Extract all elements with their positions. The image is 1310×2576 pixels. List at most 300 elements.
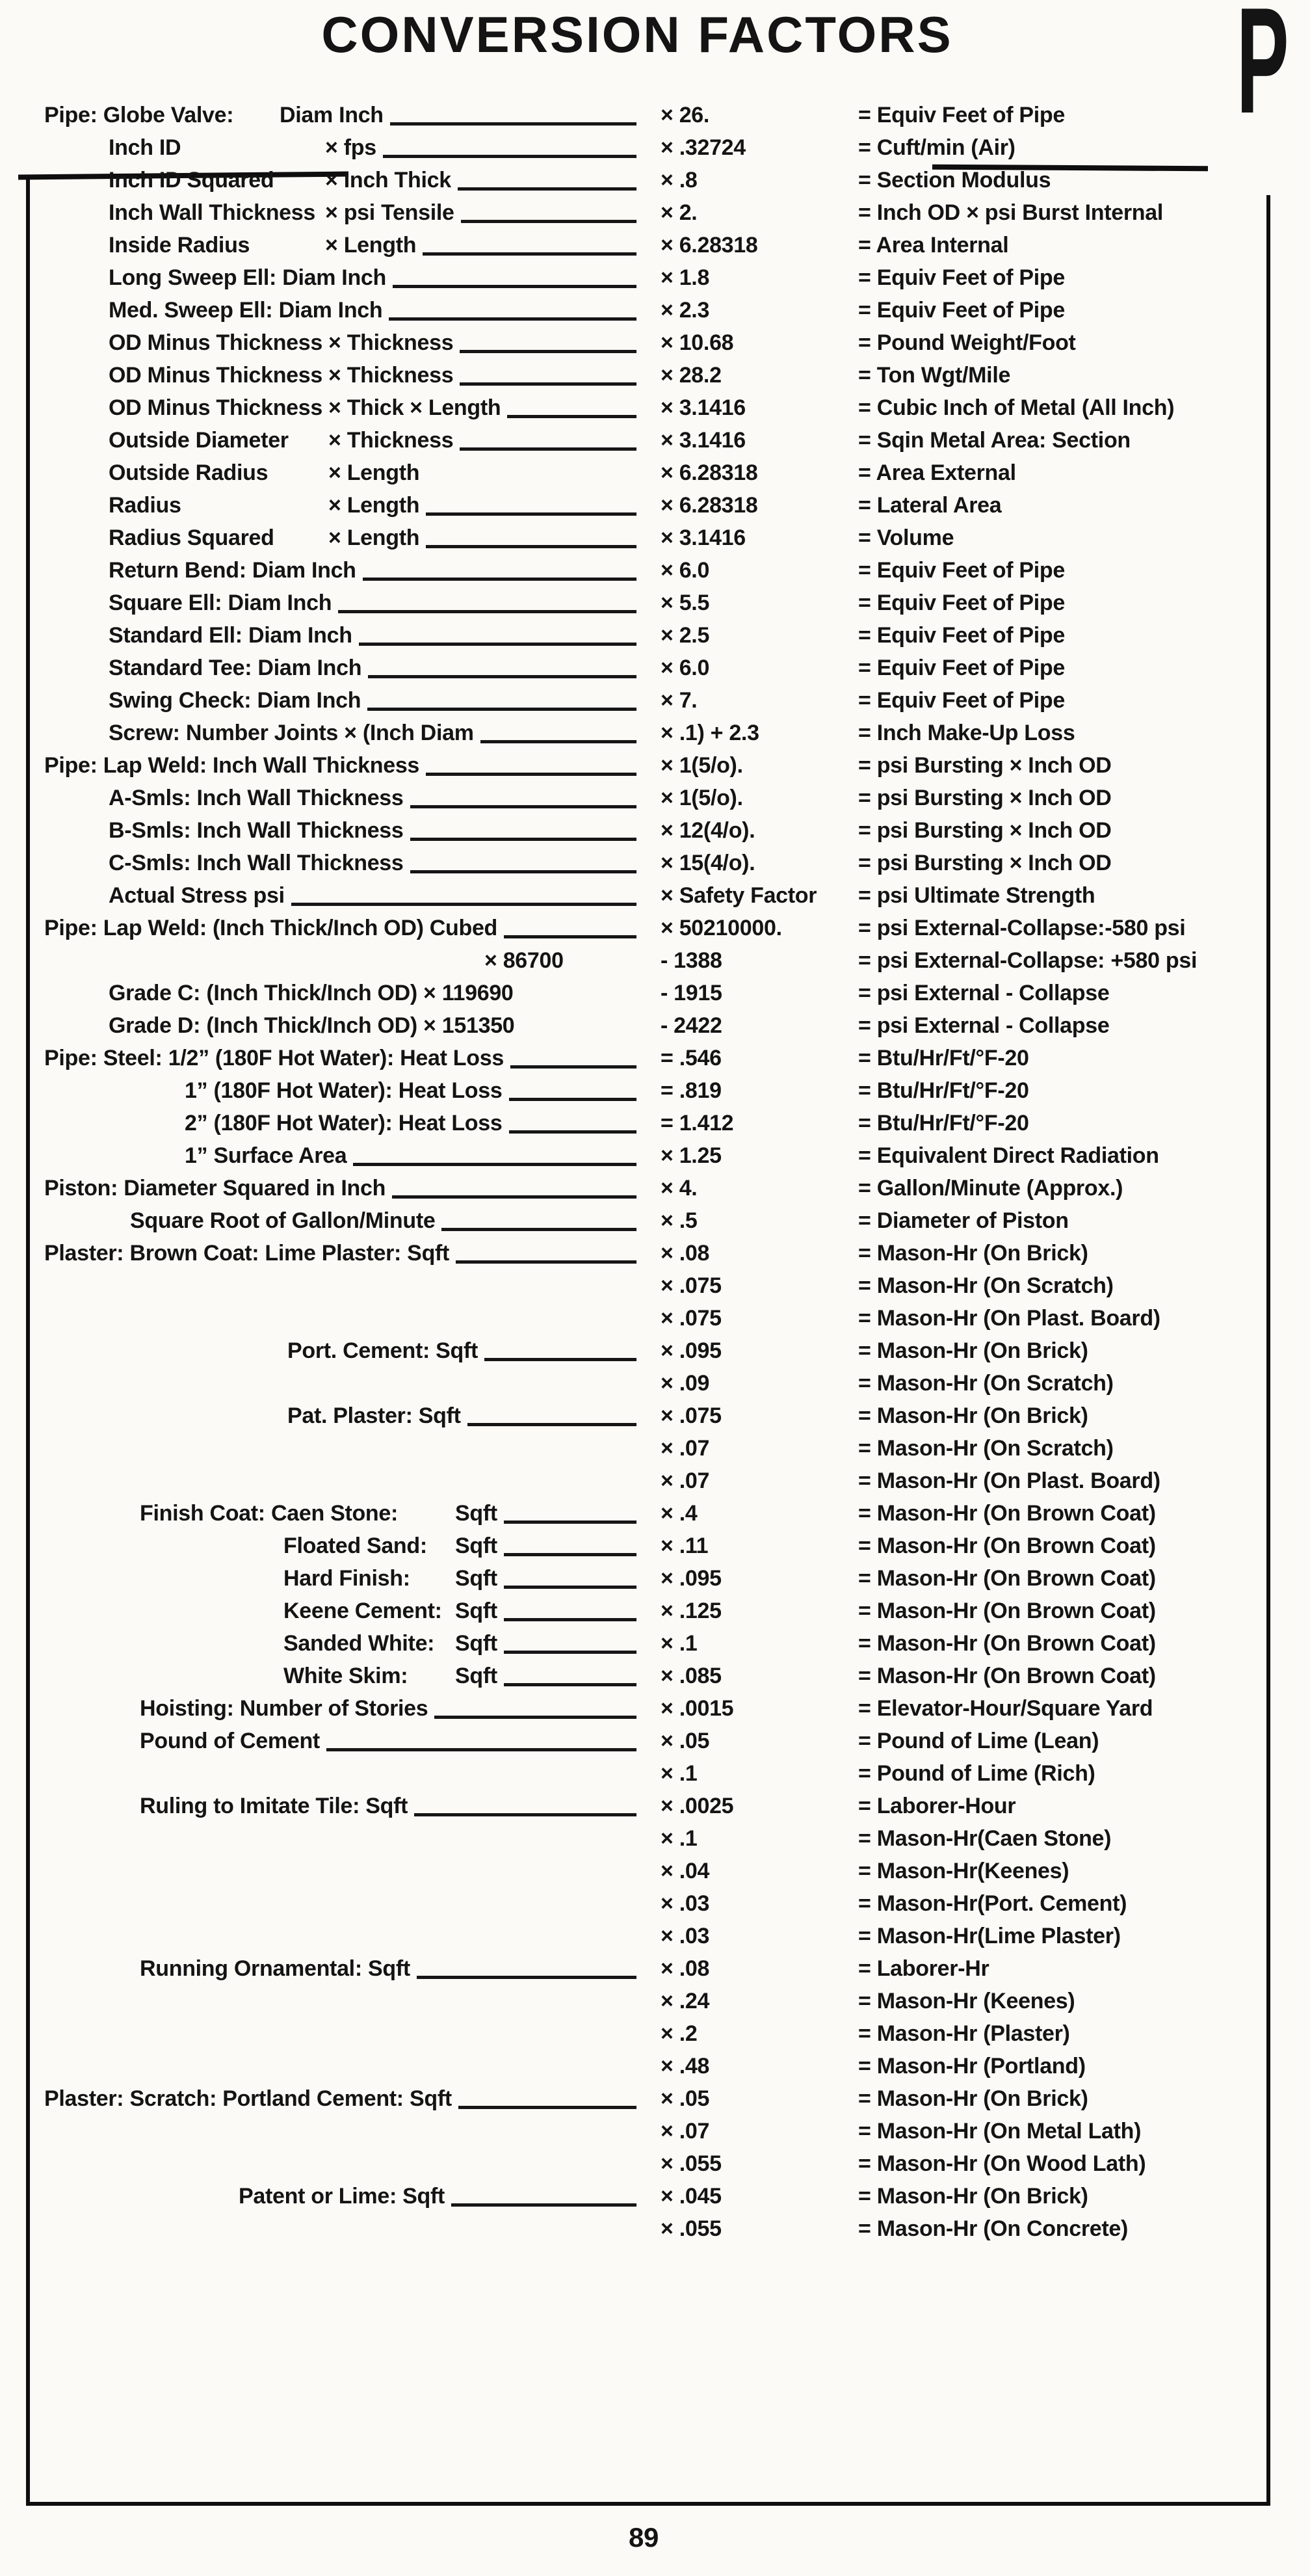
row-label-group (140, 1497, 647, 1530)
factor-value: × .11 (661, 1534, 709, 1558)
row-label: Screw: Number Joints × (Inch Diam (109, 721, 474, 745)
table-row (0, 99, 1310, 131)
row-label-group (109, 652, 647, 684)
factor-value: × 3.1416 (661, 428, 746, 453)
row-label-group (109, 196, 647, 229)
row-label-group (109, 1009, 647, 1042)
row-label-group (109, 392, 647, 424)
leader-line (504, 1520, 636, 1524)
leader-line (417, 1976, 636, 1979)
row-label: Grade D: (Inch Thick/Inch OD) × 151350 (109, 1013, 515, 1038)
result-value: = Laborer-Hr (858, 1956, 989, 1981)
factor-value: × .075 (661, 1306, 722, 1331)
factor-value: × .8 (661, 168, 698, 193)
result-value: = psi Bursting × Inch OD (858, 786, 1112, 810)
row-label: Med. Sweep Ell: Diam Inch (109, 298, 383, 323)
table-row (0, 359, 1310, 392)
table-row (0, 684, 1310, 717)
factor-value: × .04 (661, 1859, 710, 1883)
section-letter-tab: P (1237, 0, 1289, 145)
factor-value: × .095 (661, 1338, 722, 1363)
leader-line (458, 187, 636, 191)
row-label-group (109, 229, 647, 261)
table-row (0, 977, 1310, 1009)
row-label-group (44, 1237, 647, 1269)
result-value: = Ton Wgt/Mile (858, 363, 1011, 388)
table-row (0, 1139, 1310, 1172)
result-value: = Mason-Hr (On Brick) (858, 1241, 1088, 1266)
result-value: = psi External - Collapse (858, 1013, 1110, 1038)
row-sublabel: Sqft (455, 1631, 497, 1656)
result-value: = Mason-Hr (On Brown Coat) (858, 1631, 1156, 1656)
factor-value: × .07 (661, 1468, 710, 1493)
table-row (0, 294, 1310, 326)
result-value: = Mason-Hr (Plaster) (858, 2021, 1070, 2046)
factor-value: × .045 (661, 2184, 722, 2209)
row-label: OD Minus Thickness (109, 395, 323, 420)
row-label: Return Bend: Diam Inch (109, 558, 356, 583)
row-sublabel: Sqft (455, 1534, 497, 1558)
table-row (0, 326, 1310, 359)
row-label: OD Minus Thickness (109, 330, 323, 355)
factor-value: × .075 (661, 1403, 722, 1428)
leader-line (368, 675, 636, 678)
table-row (0, 1822, 1310, 1855)
factor-value: × 6.28318 (661, 460, 758, 485)
table-row (0, 2115, 1310, 2147)
factor-value: × 2.3 (661, 298, 710, 323)
table-row (0, 164, 1310, 196)
table-row (0, 1107, 1310, 1139)
row-sublabel: Sqft (455, 1501, 497, 1526)
factor-value: × .095 (661, 1566, 722, 1591)
factor-value: × .055 (661, 2151, 722, 2176)
row-label-group (140, 1790, 647, 1822)
factor-value: × .055 (661, 2216, 722, 2241)
result-value: = psi External-Collapse:-580 psi (858, 916, 1186, 940)
factor-value: × .4 (661, 1501, 698, 1526)
table-row (0, 1334, 1310, 1367)
row-label: × 86700 (484, 948, 564, 973)
factor-value: - 1388 (661, 948, 722, 973)
factor-value: × 1(5/o). (661, 786, 743, 810)
table-row (0, 1042, 1310, 1074)
result-value: = Mason-Hr (On Brown Coat) (858, 1664, 1156, 1688)
leader-line (392, 1195, 636, 1199)
table-row (0, 1497, 1310, 1530)
table-row (0, 587, 1310, 619)
table-row (0, 1074, 1310, 1107)
table-row (0, 1530, 1310, 1562)
result-value: = Btu/Hr/Ft/°F-20 (858, 1111, 1029, 1135)
table-row (0, 847, 1310, 879)
row-label: Pipe: Lap Weld: (Inch Thick/Inch OD) Cubed (44, 916, 498, 940)
result-value: = Mason-Hr (On Brown Coat) (858, 1566, 1156, 1591)
table-row (0, 1660, 1310, 1692)
row-label-group (287, 1400, 647, 1432)
row-sublabel: Diam Inch (280, 103, 384, 127)
row-label: Inch ID Squared (109, 168, 274, 193)
factor-value: × .0025 (661, 1794, 734, 1818)
table-row (0, 261, 1310, 294)
factor-value: × 12(4/o). (661, 818, 755, 843)
result-value: = Area Internal (858, 233, 1009, 258)
row-label: Hoisting: Number of Stories (140, 1696, 428, 1721)
result-value: = psi Bursting × Inch OD (858, 851, 1112, 875)
table-row (0, 1237, 1310, 1269)
factor-value: × 4. (661, 1176, 698, 1201)
result-value: = psi Bursting × Inch OD (858, 818, 1112, 843)
table-row (0, 1627, 1310, 1660)
table-row (0, 522, 1310, 554)
row-label: White Skim: (283, 1664, 408, 1688)
result-value: = Mason-Hr (On Wood Lath) (858, 2151, 1146, 2176)
table-row (0, 2017, 1310, 2050)
result-value: = Equivalent Direct Radiation (858, 1143, 1159, 1168)
result-value: = Section Modulus (858, 168, 1051, 193)
result-value: = Mason-Hr(Lime Plaster) (858, 1924, 1121, 1948)
leader-line (504, 1586, 636, 1589)
result-value: = Mason-Hr (On Plast. Board) (858, 1468, 1160, 1493)
row-sublabel: × psi Tensile (325, 200, 454, 225)
row-sublabel: Sqft (455, 1599, 497, 1623)
row-label: Hard Finish: (283, 1566, 410, 1591)
result-value: = Mason-Hr (On Concrete) (858, 2216, 1129, 2241)
result-value: = Btu/Hr/Ft/°F-20 (858, 1046, 1029, 1070)
row-sublabel: Sqft (455, 1566, 497, 1591)
table-row (0, 2147, 1310, 2180)
row-label-group (283, 1595, 647, 1627)
leader-line (426, 773, 636, 776)
row-label-group (109, 424, 647, 457)
leader-line (504, 1651, 636, 1654)
leader-line (460, 382, 636, 386)
factor-value: = .819 (661, 1078, 722, 1103)
page-title: CONVERSION FACTORS (321, 6, 953, 63)
table-row (0, 1269, 1310, 1302)
result-value: = Sqin Metal Area: Section (858, 428, 1131, 453)
result-value: = Pound of Lime (Rich) (858, 1761, 1095, 1786)
result-value: = Mason-Hr (Keenes) (858, 1989, 1075, 2013)
result-value: = Laborer-Hour (858, 1794, 1016, 1818)
row-label: 2” (180F Hot Water): Heat Loss (185, 1111, 503, 1135)
row-label-group (287, 1334, 647, 1367)
row-sublabel: × Thickness (328, 428, 454, 453)
factor-value: × 6.28318 (661, 493, 758, 518)
table-row (0, 1887, 1310, 1920)
result-value: = Equiv Feet of Pipe (858, 558, 1066, 583)
factor-value: × .5 (661, 1208, 698, 1233)
row-label-group (109, 164, 647, 196)
factor-value: × .32724 (661, 135, 746, 160)
row-label: Plaster: Brown Coat: Lime Plaster: Sqft (44, 1241, 450, 1266)
factor-value: × 3.1416 (661, 525, 746, 550)
factor-value: × Safety Factor (661, 883, 817, 908)
leader-line (367, 708, 636, 711)
result-value: = psi Ultimate Strength (858, 883, 1095, 908)
leader-line (467, 1423, 636, 1426)
result-value: = Equiv Feet of Pipe (858, 623, 1066, 648)
row-label: Swing Check: Diam Inch (109, 688, 361, 713)
factor-value: × 50210000. (661, 916, 782, 940)
factor-value: × .08 (661, 1956, 710, 1981)
leader-line (426, 545, 636, 548)
leader-line (504, 1618, 636, 1621)
factor-value: × .07 (661, 1436, 710, 1461)
leader-line (353, 1163, 636, 1166)
result-value: = Mason-Hr (On Brown Coat) (858, 1599, 1156, 1623)
factor-value: = .546 (661, 1046, 722, 1070)
row-label-group (109, 847, 647, 879)
result-value: = Elevator-Hour/Square Yard (858, 1696, 1153, 1721)
table-row (0, 1920, 1310, 1952)
factor-value: × .09 (661, 1371, 710, 1396)
table-row (0, 1302, 1310, 1334)
result-value: = psi External - Collapse (858, 981, 1110, 1005)
leader-line (460, 447, 636, 451)
table-row (0, 1692, 1310, 1725)
table-row (0, 717, 1310, 749)
row-sublabel: × Length (328, 493, 420, 518)
table-row (0, 392, 1310, 424)
row-label: Radius Squared (109, 525, 274, 550)
row-label-group (109, 326, 647, 359)
leader-line (363, 578, 636, 581)
table-row (0, 196, 1310, 229)
row-label: Pipe: Lap Weld: Inch Wall Thickness (44, 753, 420, 778)
row-label-group (109, 782, 647, 814)
row-label-group (283, 1530, 647, 1562)
result-value: = Pound of Lime (Lean) (858, 1729, 1099, 1753)
row-label-group (109, 684, 647, 717)
leader-line (480, 740, 636, 743)
row-label: Plaster: Scratch: Portland Cement: Sqft (44, 2086, 452, 2111)
factor-value: × .24 (661, 1989, 710, 2013)
table-row (0, 1952, 1310, 1985)
row-label: Sanded White: (283, 1631, 435, 1656)
row-label: Finish Coat: Caen Stone: (140, 1501, 399, 1526)
factor-value: × .05 (661, 2086, 710, 2111)
table-row (0, 1204, 1310, 1237)
leader-line (441, 1228, 636, 1231)
factor-value: × 26. (661, 103, 710, 127)
leader-line (451, 2203, 636, 2207)
factor-value: × 10.68 (661, 330, 734, 355)
leader-line (359, 643, 636, 646)
row-label: Pipe: Globe Valve: (44, 103, 234, 127)
leader-line (456, 1260, 636, 1264)
row-label-group (140, 1725, 647, 1757)
leader-line (510, 1065, 636, 1069)
row-label: C-Smls: Inch Wall Thickness (109, 851, 404, 875)
table-row (0, 652, 1310, 684)
row-label-group (140, 1952, 647, 1985)
table-row (0, 229, 1310, 261)
table-row (0, 1562, 1310, 1595)
table-row (0, 814, 1310, 847)
row-label-group (283, 1627, 647, 1660)
leader-line (383, 155, 636, 158)
result-value: = Equiv Feet of Pipe (858, 688, 1066, 713)
row-label-group (109, 587, 647, 619)
row-label-group (109, 489, 647, 522)
table-row (0, 1172, 1310, 1204)
factor-value: × .07 (661, 2119, 710, 2144)
row-label-group (44, 912, 647, 944)
leader-line (414, 1813, 636, 1816)
row-label: Outside Radius (109, 460, 269, 485)
factor-value: × 1(5/o). (661, 753, 743, 778)
leader-line (291, 903, 636, 906)
leader-line (410, 838, 636, 841)
result-value: = Pound Weight/Foot (858, 330, 1076, 355)
factor-value: × .05 (661, 1729, 710, 1753)
result-value: = Mason-Hr (On Brick) (858, 1403, 1088, 1428)
factor-value: × 2. (661, 200, 698, 225)
table-row (0, 1725, 1310, 1757)
row-sublabel: × Thickness (328, 363, 454, 388)
row-label-group (109, 814, 647, 847)
row-label: Long Sweep Ell: Diam Inch (109, 265, 386, 290)
row-label: Outside Diameter (109, 428, 289, 453)
row-label: Square Ell: Diam Inch (109, 591, 332, 615)
factor-value: × 6.0 (661, 558, 710, 583)
row-label: Actual Stress psi (109, 883, 285, 908)
factor-value: × .125 (661, 1599, 722, 1623)
factor-value: × .03 (661, 1891, 710, 1916)
row-label-group (109, 554, 647, 587)
leader-line (460, 350, 636, 353)
result-value: = Volume (858, 525, 954, 550)
row-label-group (185, 1107, 647, 1139)
table-row (0, 1790, 1310, 1822)
row-label: Grade C: (Inch Thick/Inch OD) × 119690 (109, 981, 514, 1005)
result-value: = Equiv Feet of Pipe (858, 265, 1066, 290)
row-label: B-Smls: Inch Wall Thickness (109, 818, 404, 843)
row-label-group (109, 359, 647, 392)
factor-value: × 15(4/o). (661, 851, 755, 875)
factor-value: × .0015 (661, 1696, 734, 1721)
row-sublabel: Sqft (455, 1664, 497, 1688)
table-row (0, 489, 1310, 522)
factor-value: × .1 (661, 1826, 698, 1851)
leader-line (410, 805, 636, 808)
row-label: Pipe: Steel: 1/2” (180F Hot Water): Heat Loss (44, 1046, 504, 1070)
leader-line (504, 1553, 636, 1556)
leader-line (389, 317, 636, 321)
factor-value: × 1.8 (661, 265, 710, 290)
row-label: Piston: Diameter Squared in Inch (44, 1176, 386, 1201)
factor-value: × .1 (661, 1761, 698, 1786)
table-row (0, 782, 1310, 814)
row-label-group (283, 1660, 647, 1692)
row-label-group (44, 99, 647, 131)
table-row (0, 1400, 1310, 1432)
row-label-group (109, 879, 647, 912)
result-value: = Mason-Hr (On Brick) (858, 2086, 1088, 2111)
factor-value: × .1) + 2.3 (661, 721, 759, 745)
leader-line (393, 285, 636, 288)
factor-value: × .08 (661, 1241, 710, 1266)
table-row (0, 1595, 1310, 1627)
factor-value: = 1.412 (661, 1111, 734, 1135)
table-row (0, 131, 1310, 164)
factor-value: × .48 (661, 2054, 710, 2078)
row-label: Running Ornamental: Sqft (140, 1956, 410, 1981)
factor-value: × .2 (661, 2021, 698, 2046)
row-label-group (109, 977, 647, 1009)
row-label-group (109, 294, 647, 326)
factor-value: × 28.2 (661, 363, 722, 388)
row-label-group (109, 619, 647, 652)
row-label: Floated Sand: (283, 1534, 427, 1558)
row-sublabel: × Inch Thick (325, 168, 451, 193)
factor-value: × 5.5 (661, 591, 710, 615)
result-value: = Equiv Feet of Pipe (858, 298, 1066, 323)
factor-value: × .075 (661, 1273, 722, 1298)
row-label: Standard Ell: Diam Inch (109, 623, 352, 648)
factor-value: × 1.25 (661, 1143, 722, 1168)
row-label-group (44, 749, 647, 782)
row-label: Pound of Cement (140, 1729, 320, 1753)
row-label-group (239, 2180, 647, 2212)
row-label: 1” Surface Area (185, 1143, 347, 1168)
table-row (0, 749, 1310, 782)
result-value: = Equiv Feet of Pipe (858, 656, 1066, 680)
row-label-group (44, 1042, 647, 1074)
row-label: Inch ID (109, 135, 181, 160)
result-value: = Area External (858, 460, 1016, 485)
row-label-group (283, 1562, 647, 1595)
row-label-group (140, 1692, 647, 1725)
leader-line (484, 1358, 636, 1361)
result-value: = Mason-Hr (On Brick) (858, 2184, 1088, 2209)
row-label-group (109, 457, 647, 489)
leader-line (390, 122, 636, 126)
factor-value: × .085 (661, 1664, 722, 1688)
result-value: = Mason-Hr (On Brick) (858, 1338, 1088, 1363)
leader-line (509, 1098, 637, 1101)
leader-line (507, 415, 636, 418)
table-row (0, 457, 1310, 489)
result-value: = Gallon/Minute (Approx.) (858, 1176, 1123, 1201)
row-label: Radius (109, 493, 181, 518)
table-row (0, 554, 1310, 587)
table-row (0, 1432, 1310, 1465)
result-value: = Btu/Hr/Ft/°F-20 (858, 1078, 1029, 1103)
result-value: = Lateral Area (858, 493, 1002, 518)
row-sublabel: × Length (328, 460, 420, 485)
factor-value: - 2422 (661, 1013, 722, 1038)
result-value: = Mason-Hr (On Metal Lath) (858, 2119, 1142, 2144)
table-row (0, 1009, 1310, 1042)
factor-value: × 6.0 (661, 656, 710, 680)
result-value: = Mason-Hr (On Brown Coat) (858, 1534, 1156, 1558)
result-value: = Mason-Hr(Port. Cement) (858, 1891, 1127, 1916)
result-value: = Inch Make-Up Loss (858, 721, 1075, 745)
table-row (0, 2212, 1310, 2245)
page-number: 89 (628, 2522, 659, 2553)
factor-value: × 3.1416 (661, 395, 746, 420)
table-row (0, 2180, 1310, 2212)
row-label-group (484, 944, 647, 977)
table-row (0, 879, 1310, 912)
row-label: Square Root of Gallon/Minute (130, 1208, 436, 1233)
row-label-group (130, 1204, 647, 1237)
leader-line (504, 1683, 636, 1686)
table-row (0, 944, 1310, 977)
table-row (0, 2050, 1310, 2082)
